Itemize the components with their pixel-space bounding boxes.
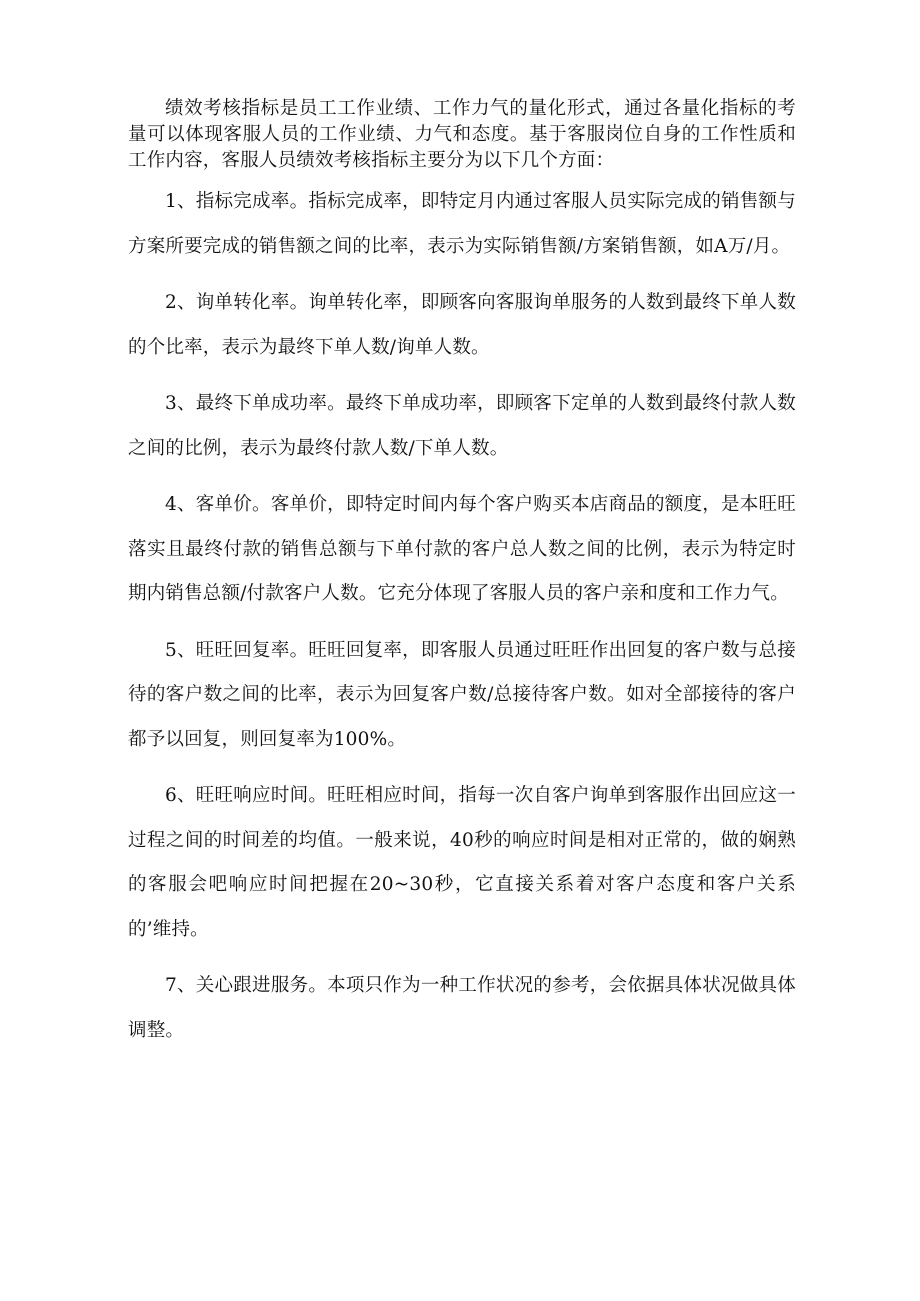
list-item xyxy=(128,774,796,952)
item-paragraph-6: 6、旺旺响应时间。旺旺相应时间，指每一次自客户询单到客服作出回应这一过程之间的时间差的均值。一般来说，40秒的响应时间是相对正常的，做的娴熟的客服会吧响应时间把握在20~30秒，它直接关系着对客户态度和客户关系的’维持。 xyxy=(128,785,796,940)
list-item xyxy=(128,382,796,471)
list-item xyxy=(128,180,796,269)
intro-paragraph: 绩效考核指标是员工工作业绩、工作力气的量化形式，通过各量化指标的考量可以体现客服人员的工作业绩、力气和态度。基于客服岗位自身的工作性质和工作内容，客服人员绩效考核指标主要分为以下几个方面： xyxy=(128,98,796,171)
intro-section xyxy=(128,96,796,174)
list-item xyxy=(128,483,796,617)
item-paragraph-5: 5、旺旺回复率。旺旺回复率，即客服人员通过旺旺作出回复的客户数与总接待的客户数之间的比率，表示为回复客户数/总接待客户数。如对全部接待的客户都予以回复，则回复率为100%。 xyxy=(128,639,796,750)
item-paragraph-1: 1、指标完成率。指标完成率，即特定月内通过客服人员实际完成的销售额与方案所要完成的销售额之间的比率，表示为实际销售额/方案销售额，如A万/月。 xyxy=(128,191,796,257)
item-paragraph-4: 4、客单价。客单价，即特定时间内每个客户购买本店商品的额度，是本旺旺落实且最终付款的销售总额与下单付款的客户总人数之间的比例，表示为特定时期内销售总额/付款客户人数。它充分体现了客服人员的客户亲和度和工作力气。 xyxy=(128,494,796,604)
list-item xyxy=(128,281,796,370)
item-paragraph-7: 7、关心跟进服务。本项只作为一种工作状况的参考，会依据具体状况做具体调整。 xyxy=(128,975,796,1041)
list-item xyxy=(128,964,796,1053)
item-paragraph-3: 3、最终下单成功率。最终下单成功率，即顾客下定单的人数到最终付款人数之间的比例，表示为最终付款人数/下单人数。 xyxy=(128,393,796,459)
list-item xyxy=(128,629,796,763)
document-body xyxy=(128,96,796,1065)
item-paragraph-2: 2、询单转化率。询单转化率，即顾客向客服询单服务的人数到最终下单人数的个比率，表示为最终下单人数/询单人数。 xyxy=(128,292,796,358)
